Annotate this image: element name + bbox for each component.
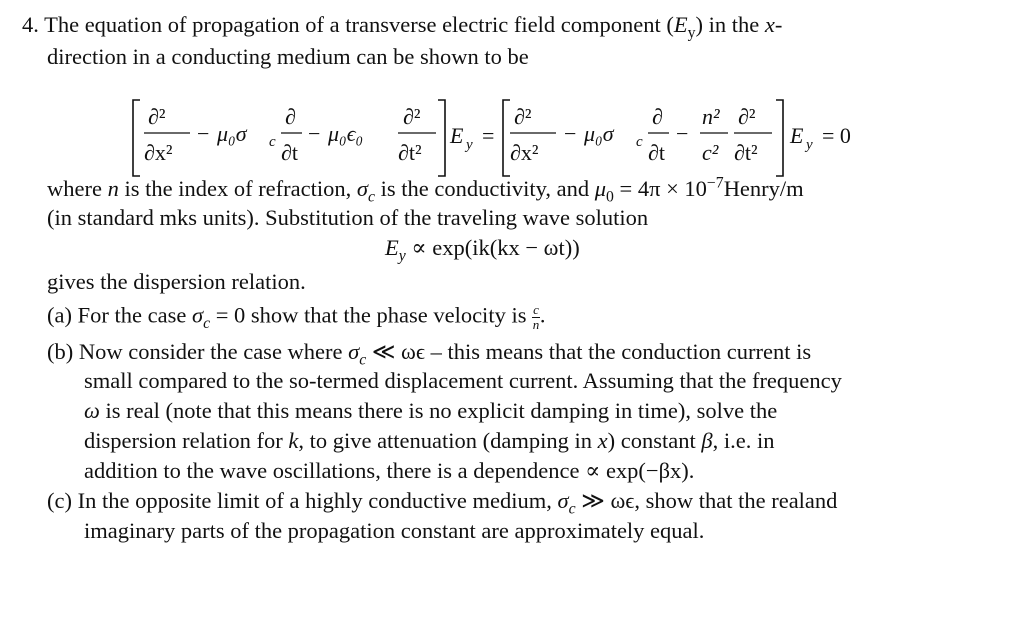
svg-text:∂²: ∂² [514,104,532,129]
eq-mu0sigma-2: μ₀σ [584,121,614,146]
svg-text:−: − [308,121,321,146]
svg-text:∂t²: ∂t² [734,140,758,165]
part-b-line-1: (b) Now consider the case where $\sigma_c$ ≪ ωϵ – this means that the conduction current is [47,339,812,369]
where-line: where n is the index of refraction, $\sigma_c$ is the conductivity, and $\mu_0 = 4\pi$ × $10^{-7}Henry/m$ [47,174,804,206]
right-bracket-open [503,100,510,176]
right-bracket-close [776,100,783,176]
eq-n2: n² [702,104,720,129]
problem-intro-text: The equation of propagation of a transverse electric field component ( [44,12,674,37]
svg-text:E: E [450,123,464,148]
part-b-line-2: small compared to the so-termed displacement current. Assuming that the frequency [84,368,842,393]
svg-text:∂: ∂ [652,104,663,129]
part-b-line-4: dispersion relation for k, to give attenuation (damping in x) constant β, i.e. in [84,428,775,453]
part-b-line-5: addition to the wave oscillations, there is a dependence ∝ exp(−βx). [84,458,695,483]
part-b-label: (b) [47,339,74,364]
svg-text:y: y [806,137,813,153]
part-a-label: (a) [47,302,72,328]
phase-velocity-fraction: $\frac{c}{n}$ [532,302,540,332]
problem-intro-line-1: 4. The equation of propagation of a transverse electric field component $(E_y)$ in the x- [22,12,783,42]
part-c-label: (c) [47,488,72,513]
svg-text:∂²: ∂² [738,104,756,129]
eq-c2: c² [702,140,719,165]
left-bracket-open [133,100,140,176]
svg-text:E: E [790,123,804,148]
svg-text:−: − [564,121,577,146]
svg-text:c: c [636,134,643,150]
svg-text:∂t: ∂t [281,140,298,165]
svg-text:−: − [676,121,689,146]
dispersion-line: gives the dispersion relation. [47,269,306,294]
eq-mu0eps: μ₀ϵ₀ [328,121,364,146]
mks-line: (in standard mks units). Substitution of the traveling wave solution [47,205,649,230]
eq-equals-zero: = 0 [822,123,851,148]
svg-text:−: − [197,121,210,146]
svg-text:∂t: ∂t [648,140,665,165]
part-c-line-1: (c) In the opposite limit of a highly conductive medium, $\sigma_c$ ≫ ωϵ, show that the realand [47,488,838,518]
svg-text:y: y [466,137,473,153]
ey-symbol: E [673,12,688,37]
svg-text:∂²: ∂² [403,104,421,129]
ey-subscript: y [687,24,696,42]
svg-text:∂: ∂ [285,104,296,129]
eq-mu0sigma-1: μ₀σ [217,121,247,146]
eq-dx2-1: ∂x² [144,140,173,165]
svg-text:=: = [482,123,495,148]
left-bracket-close [438,100,445,176]
part-a: (a) For the case $\sigma_c = 0$ show that the phase velocity is $\frac{c}{n}$ . [47,302,546,332]
eq-d2-1: ∂² [148,104,166,129]
svg-text:∂x²: ∂x² [510,140,539,165]
propagation-equation [0,0,1014,180]
wave-solution: $E_y \propto \exp(ik(kx - \omega t))$ [385,235,580,265]
svg-text:∂t²: ∂t² [398,140,422,165]
part-c-line-2: imaginary parts of the propagation constant are approximately equal. [84,518,705,543]
problem-number: 4. [22,12,39,37]
part-b-line-3: ω is real (note that this means there is no explicit damping in time), solve the [84,398,778,423]
svg-text:c: c [269,134,276,150]
problem-intro-line-2: direction in a conducting medium can be shown to be [47,44,529,69]
